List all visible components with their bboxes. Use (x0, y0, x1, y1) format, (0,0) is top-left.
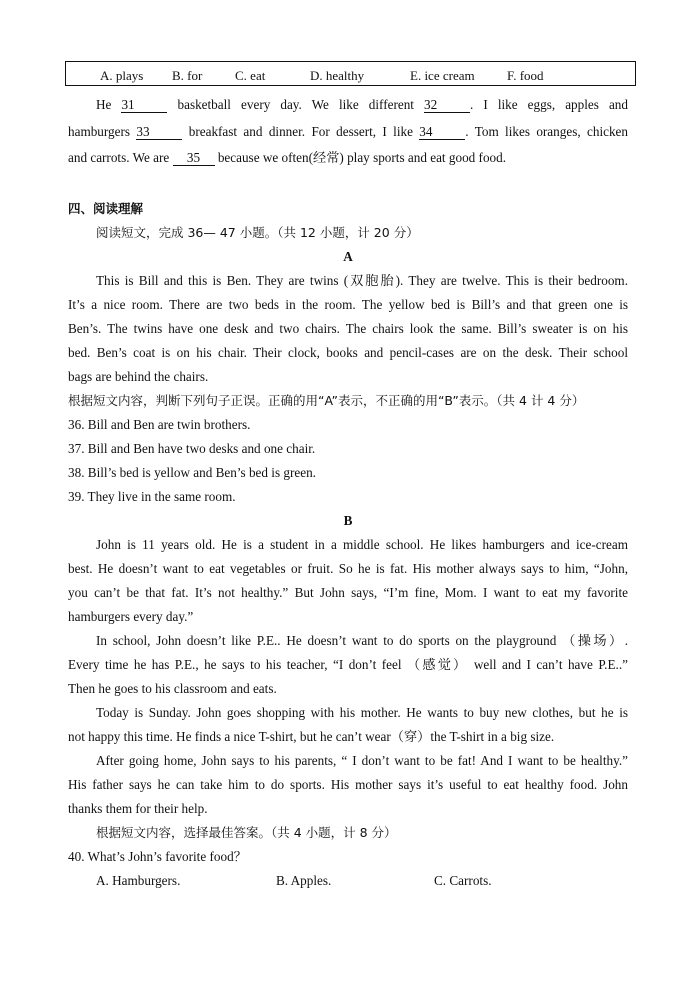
q40-option-c: C. Carrots. (434, 873, 492, 888)
section-title: 四、阅读理解 (68, 201, 144, 216)
passage-b-line: Today is Sunday. John goes shopping with his mother. He wants to buy new clothes, but he is (96, 705, 628, 720)
statement: 38. Bill’s bed is yellow and Ben’s bed is green. (68, 465, 316, 480)
passage-b-line: not happy this time. He finds a nice T-shirt, but he can’t wear（穿）the T-shirt in a big size. (68, 729, 555, 744)
passage-a-line: Ben’s. The twins have one desk and two chairs. The chairs look the same. Bill’s sweater is on his (68, 321, 628, 336)
blank-35: 35 (173, 150, 215, 166)
passage-b-line: best. He doesn’t want to eat vegetables or fruit. So he is fat. His mother always says to him, “John, (68, 561, 628, 576)
passage-b-line: Every time he has P.E., he says to his teacher, “I don’t feel （感觉） well and I can’t have P.E..” (68, 657, 628, 672)
passage-a-line: This is Bill and this is Ben. They are twins (双胞胎). They are twelve. This is their bedroom. (96, 273, 628, 288)
blank-34: 34 (419, 124, 465, 140)
question-40: 40. What’s John’s favorite food？ (68, 849, 247, 864)
passage-b-line: thanks them for their help. (68, 801, 208, 816)
word-bank-option: D. healthy (310, 68, 365, 83)
passage-a-line: bed. Ben’s coat is on his chair. Their clock, books and pencil-cases are on the desk. Their school (68, 345, 628, 360)
word-bank-option: E. ice cream (410, 68, 475, 83)
section-instruction: 阅读短文，完成 36— 47 小题。（共 12 小题，计 20 分） (96, 225, 419, 240)
word-bank-option: C. eat (235, 68, 266, 83)
blank-32: 32 (424, 97, 470, 113)
passage-a-line: bags are behind the chairs. (68, 369, 209, 384)
passage-b-line: John is 11 years old. He is a student in a middle school. He likes hamburgers and ice-cream (96, 537, 628, 552)
cloze-line-2: hamburgers 33 breakfast and dinner. For dessert, I like 34 . Tom likes oranges, chicken (68, 124, 628, 139)
passage-a-heading: A (343, 249, 353, 264)
statement: 37. Bill and Ben have two desks and one chair. (68, 441, 316, 456)
passage-b-instruction: 根据短文内容，选择最佳答案。（共 4 小题，计 8 分） (96, 825, 397, 840)
passage-b-line: His father says he can take him to do sports. His mother says it’s useful to eat healthy food. John (68, 777, 628, 792)
q40-option-a: A. Hamburgers. (96, 873, 181, 888)
word-bank-box (65, 61, 636, 86)
blank-31: 31 (121, 97, 167, 113)
passage-b-line: you can’t be that fat. It’s not healthy.” But John says, “I’m fine, Mom. I want to eat my favorite (68, 585, 628, 600)
passage-b-line: After going home, John says to his parents, “ I don’t want to be fat! And I want to be healthy.” (96, 753, 628, 768)
word-bank-option: B. for (172, 68, 203, 83)
passage-a-instruction: 根据短文内容，判断下列句子正误。正确的用“A”表示，不正确的用“B”表示。（共 4 计 4 分） (68, 393, 585, 408)
statement: 36. Bill and Ben are twin brothers. (68, 417, 251, 432)
word-bank-option: A. plays (100, 68, 144, 83)
q40-option-b: B. Apples. (276, 873, 332, 888)
passage-b-line: hamburgers every day.” (68, 609, 194, 624)
passage-a-line: It’s a nice room. There are two beds in the room. The yellow bed is Bill’s and that green one is (68, 297, 628, 312)
blank-33: 33 (136, 124, 182, 140)
word-bank-option: F. food (507, 68, 544, 83)
passage-b-heading: B (343, 513, 353, 528)
passage-b-line: Then he goes to his classroom and eats. (68, 681, 277, 696)
cloze-line-3: and carrots. We are 35 because we often(经常) play sports and eat good food. (68, 150, 507, 165)
cloze-line-1: He 31 basketball every day. We like different 32 . I like eggs, apples and (96, 97, 628, 112)
statement: 39. They live in the same room. (68, 489, 236, 504)
passage-b-line: In school, John doesn’t like P.E.. He doesn’t want to do sports on the playground （操场）. (96, 633, 628, 648)
